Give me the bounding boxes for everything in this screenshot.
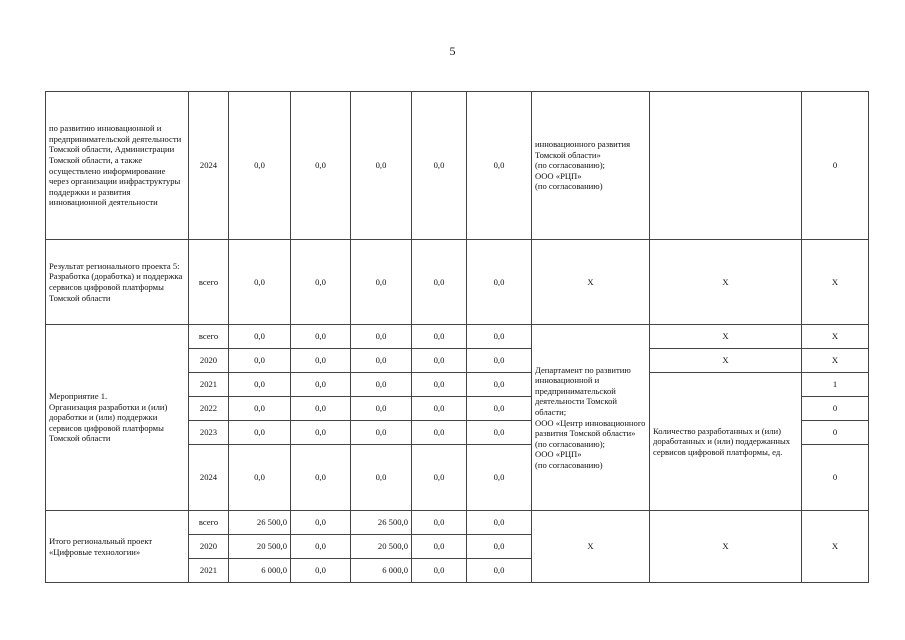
table-row <box>46 325 869 349</box>
row2-description: Результат регионального проекта 5: Разработка (доработка) и поддержка сервисов цифровой платформы Томской области <box>46 240 189 325</box>
total-description: Итого региональный проект «Цифровые технологии» <box>46 511 189 583</box>
row1-year: 2024 <box>189 92 229 240</box>
measure-year: всего <box>189 325 229 349</box>
measure-year: 2021 <box>189 373 229 397</box>
row2-indicator-value: X <box>802 240 869 325</box>
measure-value: 0,0 <box>412 421 467 445</box>
total-value: 20 500,0 <box>351 535 412 559</box>
measure-value: 0,0 <box>467 373 532 397</box>
measure-indicator-value: 0 <box>802 445 869 511</box>
row2-value-4: 0,0 <box>412 240 467 325</box>
measure-value: 0,0 <box>291 397 351 421</box>
measure-indicator-value: 0 <box>802 397 869 421</box>
measure-value: 0,0 <box>291 373 351 397</box>
measure-indicator: Количество разработанных и (или) доработанных и (или) поддержанных сервисов цифровой платформы, ед. <box>650 373 802 511</box>
table-row <box>46 511 869 535</box>
measure-year: 2024 <box>189 445 229 511</box>
row2-value-5: 0,0 <box>467 240 532 325</box>
total-value: 20 500,0 <box>229 535 291 559</box>
row2-executor: X <box>532 240 650 325</box>
measure-value: 0,0 <box>351 421 412 445</box>
total-year: 2021 <box>189 559 229 583</box>
measure-value: 0,0 <box>467 445 532 511</box>
measure-value: 0,0 <box>467 421 532 445</box>
row1-value-1: 0,0 <box>229 92 291 240</box>
total-value: 0,0 <box>291 559 351 583</box>
total-value: 0,0 <box>467 511 532 535</box>
total-year: 2020 <box>189 535 229 559</box>
measure-indicator-x: X <box>650 325 802 349</box>
measure-value: 0,0 <box>467 325 532 349</box>
total-value: 0,0 <box>467 559 532 583</box>
measure-value: 0,0 <box>412 397 467 421</box>
total-executor: X <box>532 511 650 583</box>
row1-indicator <box>650 92 802 240</box>
measure-indicator-value: X <box>802 349 869 373</box>
total-value: 0,0 <box>412 559 467 583</box>
row1-executor: инновационного развития Томской области» (по согласованию); ООО «РЦП» (по согласованию) <box>532 92 650 240</box>
measure-indicator-value: X <box>802 325 869 349</box>
measure-value: 0,0 <box>412 349 467 373</box>
row2-indicator: X <box>650 240 802 325</box>
measure-value: 0,0 <box>229 421 291 445</box>
table-row <box>46 92 869 240</box>
measure-value: 0,0 <box>291 349 351 373</box>
measure-value: 0,0 <box>229 325 291 349</box>
measure-indicator-value: 1 <box>802 373 869 397</box>
row2-value-1: 0,0 <box>229 240 291 325</box>
table-row <box>46 240 869 325</box>
row1-value-5: 0,0 <box>467 92 532 240</box>
row1-description: по развитию инновационной и предпринимательской деятельности Томской области, Администрации Томской области, а также осуществлено информирование через организации инфраструктуры поддержки и развития инновационной деятельности <box>46 92 189 240</box>
total-indicator-value: X <box>802 511 869 583</box>
measure-executor: Департамент по развитию инновационной и предпринимательской деятельности Томской области; ООО «Центр инновационного развития Томской области» (по согласованию); ООО «РЦП» (по согласованию) <box>532 325 650 511</box>
measure-indicator-value: 0 <box>802 421 869 445</box>
row1-value-4: 0,0 <box>412 92 467 240</box>
measure-value: 0,0 <box>467 397 532 421</box>
measure-year: 2023 <box>189 421 229 445</box>
total-value: 26 500,0 <box>229 511 291 535</box>
total-value: 0,0 <box>467 535 532 559</box>
measure-value: 0,0 <box>351 373 412 397</box>
measure-value: 0,0 <box>291 445 351 511</box>
measure-value: 0,0 <box>351 325 412 349</box>
measure-value: 0,0 <box>351 397 412 421</box>
page-number: 5 <box>449 44 456 58</box>
total-indicator: X <box>650 511 802 583</box>
measure-value: 0,0 <box>351 349 412 373</box>
measure-value: 0,0 <box>467 349 532 373</box>
measure-value: 0,0 <box>229 349 291 373</box>
total-value: 26 500,0 <box>351 511 412 535</box>
row2-year: всего <box>189 240 229 325</box>
program-table <box>45 91 869 583</box>
measure-value: 0,0 <box>229 397 291 421</box>
measure-value: 0,0 <box>412 445 467 511</box>
measure-value: 0,0 <box>291 325 351 349</box>
measure-year: 2022 <box>189 397 229 421</box>
row1-indicator-value: 0 <box>802 92 869 240</box>
measure-year: 2020 <box>189 349 229 373</box>
total-year: всего <box>189 511 229 535</box>
total-value: 0,0 <box>412 535 467 559</box>
total-value: 0,0 <box>412 511 467 535</box>
row2-value-3: 0,0 <box>351 240 412 325</box>
total-value: 6 000,0 <box>351 559 412 583</box>
measure-indicator-x: X <box>650 349 802 373</box>
measure-value: 0,0 <box>351 445 412 511</box>
measure-value: 0,0 <box>412 325 467 349</box>
total-value: 0,0 <box>291 535 351 559</box>
measure-value: 0,0 <box>291 421 351 445</box>
measure-value: 0,0 <box>412 373 467 397</box>
row2-value-2: 0,0 <box>291 240 351 325</box>
row1-value-3: 0,0 <box>351 92 412 240</box>
total-value: 0,0 <box>291 511 351 535</box>
total-value: 6 000,0 <box>229 559 291 583</box>
measure-value: 0,0 <box>229 373 291 397</box>
measure-description: Мероприятие 1. Организация разработки и (или) доработки и (или) поддержки сервисов цифровой платформы Томской области <box>46 325 189 511</box>
row1-value-2: 0,0 <box>291 92 351 240</box>
measure-value: 0,0 <box>229 445 291 511</box>
